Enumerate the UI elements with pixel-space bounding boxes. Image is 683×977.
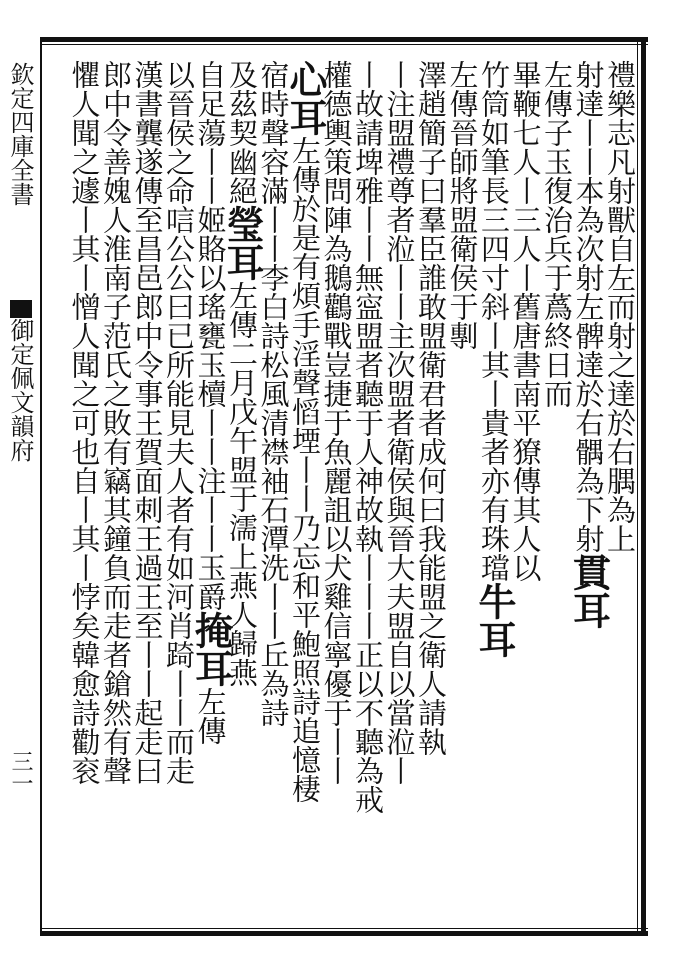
text-run: 丨故請埤雅丨丨無寍盟者聽于人神故執丨丨丨正以不聽為戒 [351, 60, 385, 814]
text-column [65, 60, 105, 920]
text-run: 自足蕩丨丨 [193, 60, 228, 205]
text-run: 左傳 [193, 687, 228, 745]
margin-page-number: 三一 [8, 750, 33, 794]
text-run: 及茲契幽絕 [225, 60, 259, 205]
right-border-rule [641, 37, 646, 936]
text-run: 丨注盟禮尊者涖丨丨主次盟者衛侯與晉大夫盟自以當涖丨 [382, 60, 417, 785]
text-run: 左傳二月戊午盟于濡上燕人歸燕 [225, 281, 259, 687]
text-run: 左傳於是有煩手淫聲慆堙丨丨乃忘和平鮑照詩追憶棲 [288, 136, 322, 803]
text-run: 澤趙簡子曰羣臣誰敢盟衛君者成何曰我能盟之衛人請執 [414, 60, 448, 756]
text-run: 姬賂以瑤甕玉櫝丨丨注丨丨玉爵 [193, 205, 228, 611]
headword: 貫耳 [566, 553, 612, 629]
text-run: 權德輿策問陣為鵝鸛戰豈捷于魚麗詛以犬雞信寧優于丨丨 [319, 60, 354, 785]
headword: 牛耳 [472, 582, 517, 658]
margin-series-title: 欽定四庫全書 [6, 62, 34, 206]
headword: 掩耳 [188, 611, 234, 687]
fishtail-mark [10, 300, 32, 318]
text-run: 左傳子玉復治兵于蔿終日而 [540, 60, 574, 408]
margin-book-title: 御定佩文韻府 [6, 318, 34, 462]
headword: 心耳 [283, 60, 328, 136]
text-run: 漢書龔遂傳至昌邑郎中令事王賀面刺王過王至丨丨起走曰 [130, 60, 165, 785]
text-run: 禮樂志凡射獸自左而射之達於右腢為上 [603, 60, 637, 553]
text-run: 射達丨丨本為次射左髀達於右髃為下射 [571, 60, 606, 553]
bottom-inner-rule [40, 928, 648, 929]
text-run: 左傳晉師將盟衛侯于剸 [445, 60, 480, 350]
text-run: 懼人聞之遽丨其丨憎人聞之可也自丨其丨悖矣韓愈詩勸衮 [67, 60, 102, 785]
text-run: 宿時聲容滿丨丨李白詩松風清襟袖石潭洗丨丨丘為詩 [256, 60, 291, 727]
top-border-rule [40, 37, 648, 42]
headword: 瑩耳 [220, 205, 265, 281]
bottom-border-rule [40, 931, 648, 936]
text-run: 竹筒如筆長三四寸斜丨其丨貴者亦有珠璫 [477, 60, 511, 582]
text-run: 郎中令善媿人淮南子范氏之敗有竊其鐘負而走者鎗然有聲 [99, 60, 133, 785]
text-run: 踦丨丨而走 [162, 640, 196, 785]
text-run: 以晉侯之命唁公公曰已所能見夫人者有如河肖 [162, 60, 196, 640]
top-inner-rule [40, 44, 648, 45]
left-border-rule [40, 37, 42, 936]
text-run: 畢鞭七人丨三人丨舊唐書南平獠傳其人以 [508, 60, 543, 582]
